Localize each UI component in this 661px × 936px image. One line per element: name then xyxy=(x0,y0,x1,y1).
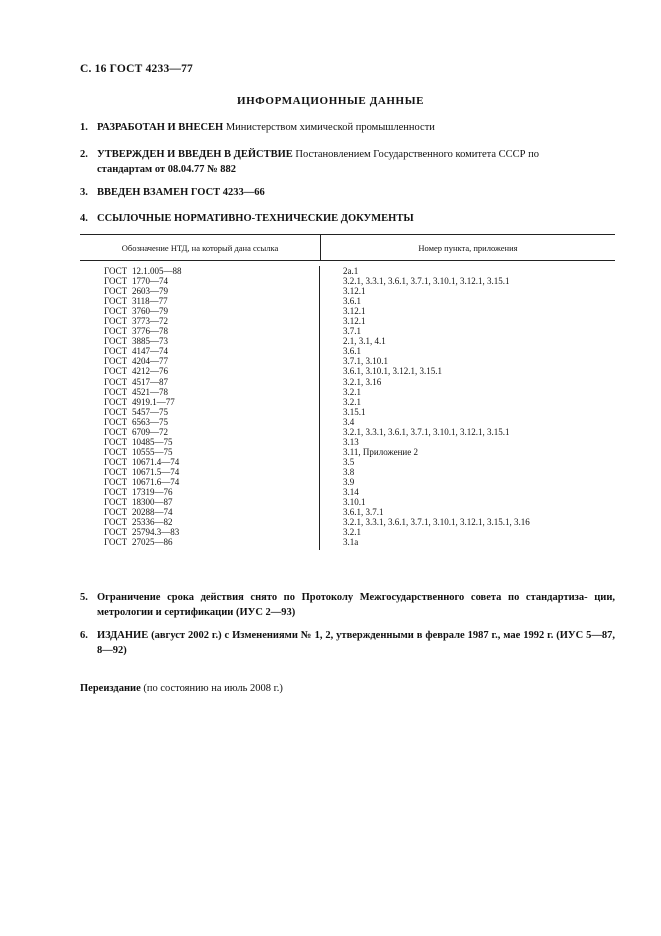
doc-prefix: ГОСТ xyxy=(104,266,128,276)
table-row-designation xyxy=(104,377,319,387)
table-row-clause: 3.2.1, 3.16 xyxy=(343,376,382,387)
doc-prefix: ГОСТ xyxy=(104,326,128,337)
table-row-designation xyxy=(104,356,319,366)
column-header-designation: Обозначение НТД, на который дана ссылка xyxy=(80,235,321,260)
doc-number: 4204—77 xyxy=(132,356,168,367)
doc-number: 4212—76 xyxy=(132,366,168,377)
doc-number: 3760—79 xyxy=(132,306,168,317)
table-row-clause: 2а.1 xyxy=(343,266,359,276)
doc-number: 1770—74 xyxy=(132,276,168,287)
table-row-clause: 3.1а xyxy=(343,537,359,548)
table-row-designation xyxy=(104,346,319,356)
item-heading: ИЗДАНИЕ (август 2002 г.) с Изменениями № 1, 2, утвержденными в феврале 1987 г., мае 1992 г. (ИУС 5—87, 8—92) xyxy=(97,630,615,656)
doc-prefix: ГОСТ xyxy=(104,376,128,387)
table-row-clause: 3.12.1 xyxy=(343,316,366,327)
table-row-designation xyxy=(104,477,319,487)
doc-prefix: ГОСТ xyxy=(104,497,128,508)
table-row-designation xyxy=(104,296,319,306)
info-item-2 xyxy=(80,148,615,177)
info-item-3 xyxy=(80,186,615,201)
reference-documents-table xyxy=(80,234,615,550)
table-row-clause: 3.6.1, 3.7.1 xyxy=(343,507,384,518)
doc-number: 4147—74 xyxy=(132,346,168,357)
doc-number: 3773—72 xyxy=(132,316,168,327)
table-row-clause: 3.12.1 xyxy=(343,286,366,297)
doc-number: 4919.1—77 xyxy=(132,396,175,407)
doc-number: 25336—82 xyxy=(132,517,173,528)
doc-prefix: ГОСТ xyxy=(104,416,128,427)
doc-prefix: ГОСТ xyxy=(104,436,128,447)
doc-prefix: ГОСТ xyxy=(104,286,128,297)
doc-number: 6563—75 xyxy=(132,416,168,427)
doc-number: 2603—79 xyxy=(132,286,168,297)
doc-number: 25794.3—83 xyxy=(132,527,180,538)
item-number: 4. xyxy=(80,213,88,224)
info-item-1 xyxy=(80,121,615,136)
doc-prefix: ГОСТ xyxy=(104,346,128,357)
table-row-designation xyxy=(104,407,319,417)
doc-prefix: ГОСТ xyxy=(104,537,128,548)
table-row-designation xyxy=(104,467,319,477)
doc-number: 20288—74 xyxy=(132,507,173,518)
doc-prefix: ГОСТ xyxy=(104,527,128,538)
doc-prefix: ГОСТ xyxy=(104,426,128,437)
item-continuation: стандартам от 08.04.77 № 882 xyxy=(97,163,237,175)
table-row-designation xyxy=(104,517,319,527)
table-row-clause: 3.10.1 xyxy=(343,497,366,508)
doc-number: 10555—75 xyxy=(132,446,173,457)
table-row-designation xyxy=(104,397,319,407)
table-row-clause: 3.5 xyxy=(343,456,355,467)
item-number: 6. xyxy=(80,630,88,641)
reissue-text: (по состоянию на июль 2008 г.) xyxy=(143,683,283,694)
table-row-clause: 3.2.1, 3.3.1, 3.6.1, 3.7.1, 3.10.1, 3.12.1, 3.15.1, 3.16 xyxy=(343,517,530,528)
doc-number: 4521—78 xyxy=(132,386,168,397)
doc-prefix: ГОСТ xyxy=(104,276,128,287)
table-row-designation xyxy=(104,326,319,336)
doc-number: 10671.4—74 xyxy=(132,456,180,467)
doc-number: 17319—76 xyxy=(132,487,173,498)
table-row-designation xyxy=(104,286,319,296)
doc-prefix: ГОСТ xyxy=(104,456,128,467)
doc-number: 6709—72 xyxy=(132,426,168,437)
table-row-clause: 3.7.1, 3.10.1 xyxy=(343,356,388,367)
doc-prefix: ГОСТ xyxy=(104,476,128,487)
table-row-clause: 3.2.1, 3.3.1, 3.6.1, 3.7.1, 3.10.1, 3.12.1, 3.15.1 xyxy=(343,276,510,287)
table-row-clause: 3.6.1 xyxy=(343,296,361,307)
table-row-clause: 3.9 xyxy=(343,476,355,487)
doc-prefix: ГОСТ xyxy=(104,406,128,417)
page-header: С. 16 ГОСТ 4233—77 xyxy=(80,63,193,75)
doc-prefix: ГОСТ xyxy=(104,306,128,317)
table-row-designation xyxy=(104,457,319,467)
doc-number: 10671.6—74 xyxy=(132,476,180,487)
table-row-designation xyxy=(104,316,319,326)
reissue-label: Переиздание xyxy=(80,683,141,694)
doc-prefix: ГОСТ xyxy=(104,507,128,518)
item-heading: ВВЕДЕН ВЗАМЕН ГОСТ 4233—66 xyxy=(97,187,265,198)
table-header xyxy=(80,234,615,261)
doc-prefix: ГОСТ xyxy=(104,396,128,407)
info-item-4 xyxy=(80,212,615,227)
doc-prefix: ГОСТ xyxy=(104,386,128,397)
table-row-designation xyxy=(104,447,319,457)
item-text: Министерством химической промышленности xyxy=(225,122,435,133)
table-row-designation xyxy=(104,336,319,346)
table-row-clause: 3.6.1, 3.10.1, 3.12.1, 3.15.1 xyxy=(343,366,442,377)
clause-column xyxy=(320,266,615,550)
info-item-5 xyxy=(80,591,615,620)
table-row-designation xyxy=(104,527,319,537)
doc-prefix: ГОСТ xyxy=(104,466,128,477)
doc-prefix: ГОСТ xyxy=(104,517,128,528)
column-header-clause: Номер пункта, приложения xyxy=(418,242,518,253)
item-number: 2. xyxy=(80,149,88,160)
item-number: 1. xyxy=(80,122,88,133)
item-heading: ССЫЛОЧНЫЕ НОРМАТИВНО-ТЕХНИЧЕСКИЕ ДОКУМЕНТЫ xyxy=(97,213,414,224)
item-heading: РАЗРАБОТАН И ВНЕСЕН xyxy=(97,122,224,133)
doc-number: 18300—87 xyxy=(132,497,173,508)
doc-prefix: ГОСТ xyxy=(104,446,128,457)
table-row-designation xyxy=(104,427,319,437)
table-row-designation xyxy=(104,537,319,547)
table-row-clause: 3.4 xyxy=(343,416,355,427)
table-row-clause: 3.14 xyxy=(343,487,359,498)
table-row-designation xyxy=(104,387,319,397)
doc-prefix: ГОСТ xyxy=(104,316,128,327)
table-row-designation xyxy=(104,266,319,276)
table-row-clause: 3.15.1 xyxy=(343,406,366,417)
table-row-clause: 3.12.1 xyxy=(343,306,366,317)
doc-number: 4517—87 xyxy=(132,376,168,387)
table-row-designation xyxy=(104,487,319,497)
table-row-designation xyxy=(104,306,319,316)
table-row-designation xyxy=(104,437,319,447)
table-row-clause: 3.11, Приложение 2 xyxy=(343,446,418,457)
table-row-clause: 3.7.1 xyxy=(343,326,361,337)
doc-number: 3118—77 xyxy=(132,296,168,307)
doc-prefix: ГОСТ xyxy=(104,366,128,377)
doc-prefix: ГОСТ xyxy=(104,296,128,307)
doc-number: 10671.5—74 xyxy=(132,466,180,477)
table-row-designation xyxy=(104,507,319,517)
doc-number: 12.1.005—88 xyxy=(132,266,182,276)
designation-column xyxy=(80,266,320,550)
item-number: 3. xyxy=(80,187,88,198)
item-number: 5. xyxy=(80,592,88,603)
doc-prefix: ГОСТ xyxy=(104,487,128,498)
doc-prefix: ГОСТ xyxy=(104,336,128,347)
table-row-designation xyxy=(104,276,319,286)
table-row-clause: 3.13 xyxy=(343,436,359,447)
table-row-clause: 3.2.1 xyxy=(343,396,361,407)
table-body xyxy=(80,261,615,550)
item-heading: УТВЕРЖДЕН И ВВЕДЕН В ДЕЙСТВИЕ xyxy=(97,149,293,160)
doc-number: 27025—86 xyxy=(132,537,173,548)
item-text: Постановлением Государственного комитета СССР по xyxy=(295,149,540,160)
table-row-designation xyxy=(104,417,319,427)
info-item-6 xyxy=(80,629,615,658)
table-row-designation xyxy=(104,366,319,376)
table-row-clause: 2.1, 3.1, 4.1 xyxy=(343,336,386,347)
page-title: ИНФОРМАЦИОННЫЕ ДАННЫЕ xyxy=(236,95,425,107)
table-row-clause: 3.6.1 xyxy=(343,346,361,357)
doc-number: 10485—75 xyxy=(132,436,173,447)
doc-prefix: ГОСТ xyxy=(104,356,128,367)
table-row-clause: 3.2.1 xyxy=(343,527,361,538)
doc-number: 3885—73 xyxy=(132,336,168,347)
doc-number: 5457—75 xyxy=(132,406,168,417)
item-heading: Ограничение срока действия снято по Протоколу Межгосударственного совета по стандартиза- ции, метрологии и сертификации (ИУС 2—93) xyxy=(97,592,615,618)
table-row-clause: 3.2.1 xyxy=(343,386,361,397)
doc-number: 3776—78 xyxy=(132,326,168,337)
table-row-clause: 3.2.1, 3.3.1, 3.6.1, 3.7.1, 3.10.1, 3.12.1, 3.15.1 xyxy=(343,426,510,437)
reissue-note xyxy=(80,683,283,694)
table-row-clause: 3.8 xyxy=(343,466,355,477)
table-row-designation xyxy=(104,497,319,507)
